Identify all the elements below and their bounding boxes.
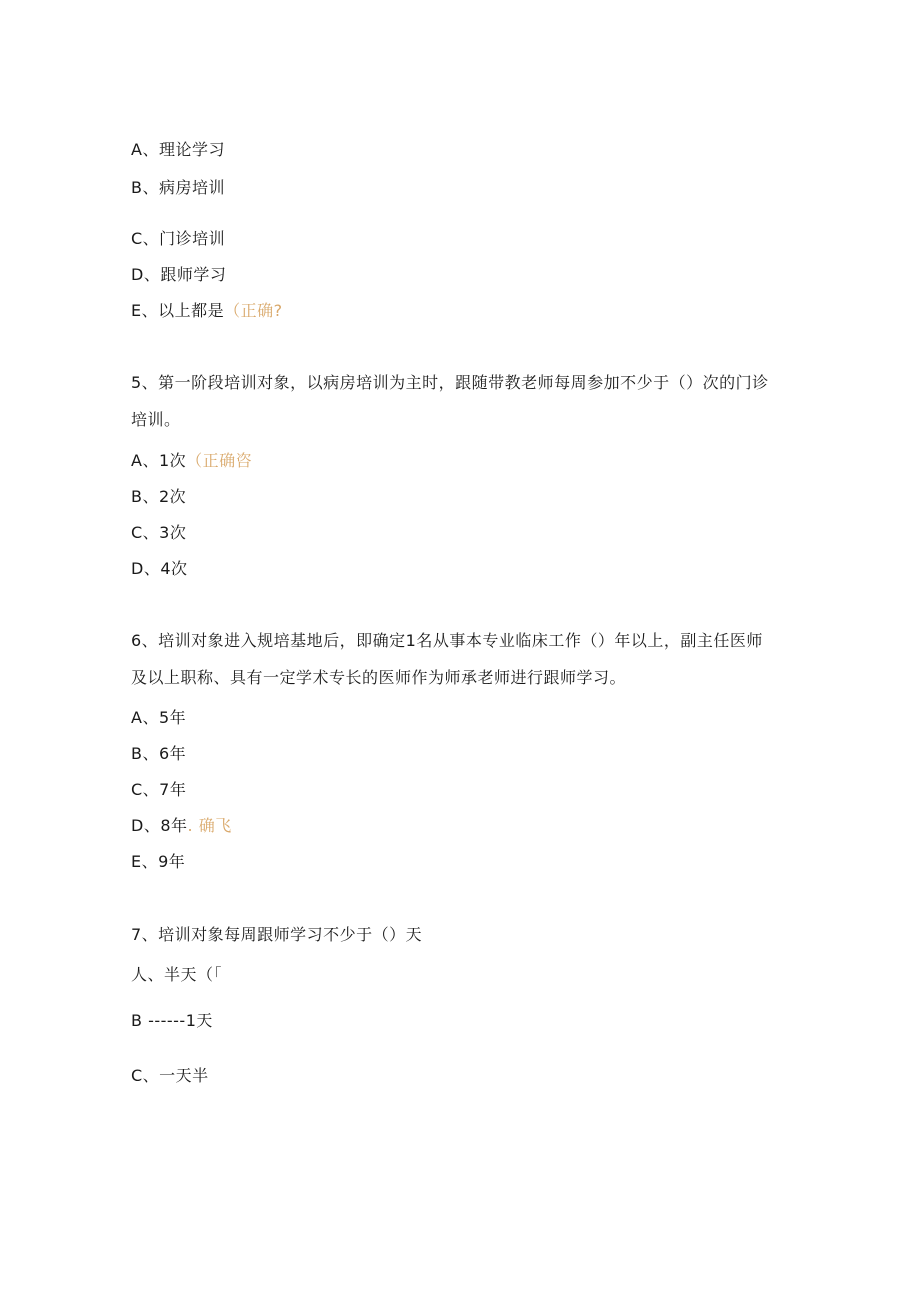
q6-option-b: B、6年: [131, 744, 187, 763]
q4-option-e-text: E、以上都是: [131, 301, 225, 320]
q6-option-e: E、9年: [131, 852, 186, 871]
q5-question-line1: 5、第一阶段培训对象，以病房培训为主时，跟随带教老师每周参加不少于（）次的门诊: [131, 373, 769, 392]
q4-answer-mark: （正确?: [224, 301, 283, 320]
q5-option-a: [131, 451, 252, 471]
q6-question-line2: 及以上职称、具有一定学术专长的医师作为师承老师进行跟师学习。: [131, 668, 627, 687]
q6-question-line1: 6、培训对象进入规培基地后，即确定1名从事本专业临床工作（）年以上，副主任医师: [131, 631, 763, 650]
q4-option-a: A、理论学习: [131, 140, 225, 159]
q5-option-d: D、4次: [131, 559, 188, 578]
q6-option-c: C、7年: [131, 780, 187, 799]
q4-option-c: C、门诊培训: [131, 229, 226, 248]
q5-option-b: B、2次: [131, 487, 187, 506]
q4-option-e: [131, 301, 283, 321]
q7-question: 7、培训对象每周跟师学习不少于（）天: [131, 925, 423, 944]
q6-option-a: A、5年: [131, 708, 187, 727]
q7-option-b: B ------1天: [131, 1011, 213, 1030]
q5-question-line2: 培训。: [131, 410, 181, 429]
q7-option-a: 人、半天（「: [131, 965, 223, 984]
q6-option-d-text: D、8年: [131, 816, 188, 835]
q5-answer-mark: （正确咨: [186, 451, 253, 470]
q6-option-d: [131, 816, 232, 836]
q4-option-d: D、跟师学习: [131, 265, 227, 284]
q7-option-c: C、一天半: [131, 1066, 209, 1085]
q5-option-c: C、3次: [131, 523, 187, 542]
q6-answer-mark: . 确飞: [187, 816, 232, 835]
q4-option-b: B、病房培训: [131, 178, 225, 197]
q5-option-a-text: A、1次: [131, 451, 187, 470]
